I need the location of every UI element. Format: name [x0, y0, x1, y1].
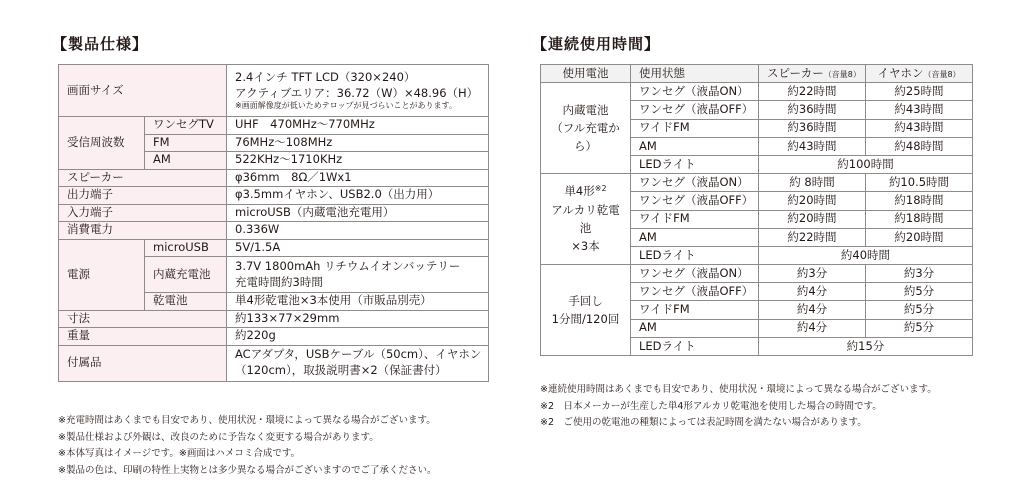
state-cell: ワンセグ（液晶ON）	[631, 174, 759, 192]
power-dry-value: 単4形乾電池×3本使用（市販品別売）	[227, 293, 489, 311]
speaker-cell: 約4分	[759, 301, 866, 319]
table-row	[59, 117, 489, 135]
freq-band: AM	[145, 152, 227, 170]
group-label-hand-crank: 手回し 1分間/120回	[541, 265, 631, 356]
battery-notes	[540, 382, 937, 432]
table-row	[59, 328, 489, 346]
earphone-cell: 約10.5時間	[866, 174, 973, 192]
spec-notes	[58, 413, 436, 479]
note: ※2 ご使用の乾電池の種類によっては表記時間を満たない場合があります。	[540, 417, 867, 428]
state-cell: AM	[631, 228, 759, 246]
earphone-cell: 約20時間	[866, 228, 973, 246]
note: ※2 日本メーカーが生産した単4形アルカリ乾電池を使用した場合の時間です。	[540, 400, 882, 412]
power-internal-value: 3.7V 1800mAh リチウムイオンバッテリー 充電時間約3時間	[227, 257, 489, 293]
header-earphone: イヤホン（音量8）	[866, 65, 973, 83]
note: ※製品の色は、印刷の特性上実物とは多少異なる場合がございますのでご了承ください。	[58, 464, 437, 476]
note: ※本体写真はイメージです。※画面はハメコミ合成です。	[58, 448, 301, 459]
power-dry-label: 乾電池	[145, 293, 227, 311]
state-cell: LEDライト	[631, 246, 759, 264]
weight-value: 約220g	[227, 328, 489, 346]
state-cell: ワイドFM	[631, 210, 759, 228]
battery-table	[540, 64, 973, 356]
table-row	[59, 169, 489, 187]
power-label: 電源	[59, 239, 145, 310]
table-row	[59, 310, 489, 328]
power-consumption-value: 0.336W	[227, 222, 489, 240]
dimensions-label: 寸法	[59, 310, 227, 328]
dimensions-value: 約133×77×29mm	[227, 310, 489, 328]
weight-label: 重量	[59, 328, 227, 346]
state-cell: ワンセグ（液晶OFF）	[631, 192, 759, 210]
speaker-cell: 約36時間	[759, 119, 866, 137]
group-label-internal: 内蔵電池 （フル充電から）	[541, 83, 631, 174]
group-label-alkaline: 単4形$^{※2}$ アルカリ乾電池 ×3本	[541, 174, 631, 265]
note: ※製品仕様および外観は、改良のために予告なく変更する場合があります。	[58, 431, 379, 443]
freq-band: ワンセグTV	[145, 117, 227, 135]
speaker-value: φ36mm 8Ω／1Wx1	[227, 169, 489, 187]
note: ※充電時間はあくまでも目安であり、使用状況・環境によって異なる場合がございます。	[58, 415, 436, 426]
state-cell: ワンセグ（液晶ON）	[631, 265, 759, 283]
header-state: 使用状態	[631, 65, 759, 83]
power-usb-label: microUSB	[145, 239, 227, 257]
earphone-cell: 約5分	[866, 301, 973, 319]
screen-label: 画面サイズ	[59, 65, 227, 117]
spec-title: 【製品仕様】	[52, 35, 149, 53]
earphone-cell: 約18時間	[866, 192, 973, 210]
speaker-cell: 約22時間	[759, 228, 866, 246]
speaker-label: スピーカー	[59, 169, 227, 187]
speaker-cell: 約3分	[759, 265, 866, 283]
power-internal-label: 内蔵充電池	[145, 257, 227, 293]
earphone-cell: 約3分	[866, 265, 973, 283]
input-value: microUSB（内蔵電池充電用）	[227, 204, 489, 222]
freq-value: 76MHz～108MHz	[227, 134, 489, 152]
table-row	[59, 239, 489, 257]
state-cell: ワンセグ（液晶OFF）	[631, 101, 759, 119]
earphone-cell: 約25時間	[866, 83, 973, 101]
table-row	[59, 65, 489, 117]
earphone-cell: 約5分	[866, 319, 973, 337]
speaker-cell: 約20時間	[759, 192, 866, 210]
screen-value: 2.4インチ TFT LCD（320×240） アクティブエリア：36.72（W）×48.96（H） ※画面解像度が低いためテロップが見づらいことがあります。	[227, 65, 489, 117]
note: ※連続使用時間はあくまでも目安であり、使用状況・環境によって異なる場合がございます。	[540, 384, 937, 395]
output-label: 出力端子	[59, 187, 227, 205]
power-usb-value: 5V/1.5A	[227, 239, 489, 257]
speaker-cell: 約20時間	[759, 210, 866, 228]
table-row	[541, 83, 973, 101]
both-cell: 約100時間	[759, 155, 973, 173]
table-row	[541, 65, 973, 83]
header-speaker: スピーカー（音量8）	[759, 65, 866, 83]
table-row	[59, 345, 489, 381]
earphone-cell: 約18時間	[866, 210, 973, 228]
speaker-cell: 約22時間	[759, 83, 866, 101]
battery-title: 【連続使用時間】	[532, 35, 661, 53]
earphone-cell: 約43時間	[866, 119, 973, 137]
state-cell: AM	[631, 137, 759, 155]
earphone-cell: 約5分	[866, 283, 973, 301]
state-cell: LEDライト	[631, 337, 759, 355]
earphone-cell: 約48時間	[866, 137, 973, 155]
state-cell: LEDライト	[631, 155, 759, 173]
state-cell: ワイドFM	[631, 301, 759, 319]
speaker-cell: 約43時間	[759, 137, 866, 155]
both-cell: 約15分	[759, 337, 973, 355]
freq-label: 受信周波数	[59, 117, 145, 170]
state-cell: ワンセグ（液晶ON）	[631, 83, 759, 101]
freq-band: FM	[145, 134, 227, 152]
speaker-cell: 約 8時間	[759, 174, 866, 192]
header-battery: 使用電池	[541, 65, 631, 83]
input-label: 入力端子	[59, 204, 227, 222]
power-consumption-label: 消費電力	[59, 222, 227, 240]
accessories-label: 付属品	[59, 345, 227, 381]
earphone-cell: 約43時間	[866, 101, 973, 119]
table-row	[59, 222, 489, 240]
speaker-cell: 約4分	[759, 283, 866, 301]
freq-value: 522KHz～1710KHz	[227, 152, 489, 170]
accessories-value: ACアダプタ，USBケーブル（50cm）、イヤホン （120cm），取扱説明書×2（保証書付）	[227, 345, 489, 381]
freq-value: UHF 470MHz～770MHz	[227, 117, 489, 135]
spec-table	[58, 64, 489, 382]
speaker-cell: 約36時間	[759, 101, 866, 119]
state-cell: ワイドFM	[631, 119, 759, 137]
output-value: φ3.5mmイヤホン、USB2.0（出力用）	[227, 187, 489, 205]
both-cell: 約40時間	[759, 246, 973, 264]
state-cell: ワンセグ（液晶OFF）	[631, 283, 759, 301]
speaker-cell: 約4分	[759, 319, 866, 337]
table-row	[59, 187, 489, 205]
table-row	[541, 174, 973, 192]
state-cell: AM	[631, 319, 759, 337]
table-row	[59, 204, 489, 222]
table-row	[541, 265, 973, 283]
